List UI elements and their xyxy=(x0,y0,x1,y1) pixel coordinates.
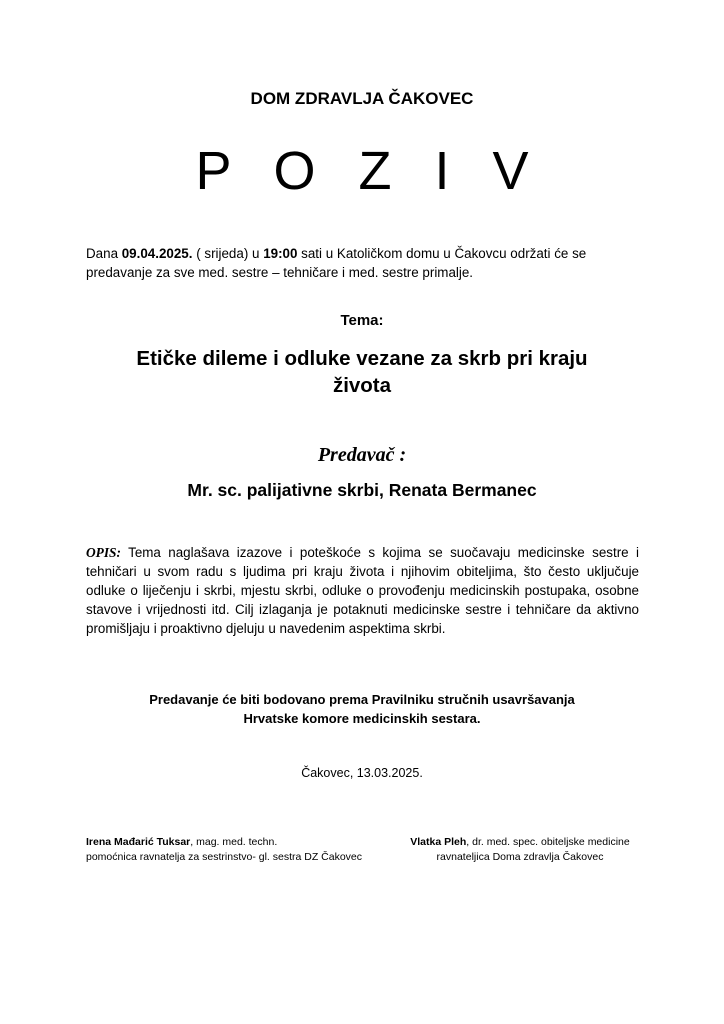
signature-left-line-1 xyxy=(86,835,362,850)
accreditation-line-2: Hrvatske komore medicinskih sestara. xyxy=(243,711,481,726)
speaker-name: Mr. sc. palijativne skrbi, Renata Bermanec xyxy=(187,480,537,500)
signature-right-role: ravnateljica Doma zdravlja Čakovec xyxy=(436,851,604,863)
accreditation-note xyxy=(0,690,724,728)
organization-heading: DOM ZDRAVLJA ČAKOVEC xyxy=(250,89,474,108)
description-text: Tema naglašava izazove i poteškoće s kojima se suočavaju medicinske sestre i tehničari u svom radu s ljudima pri kraju života i njihovim obiteljima, što često uključuje odluke o liječenju i skrbi, mjestu skrbi, odluke o provođenju medicinskih postupaka, osobne stavove i vrijednosti itd. Cilj izlaganja je potaknuti medicinske sestre i tehničare da aktivno promišljaju i proaktivno djeluju u navedenim aspektima skrbi. xyxy=(86,545,639,636)
topic-line-1: Etičke dileme i odluke vezane za skrb pri kraju xyxy=(136,347,588,370)
place-date: Čakovec, 13.03.2025. xyxy=(301,766,423,780)
signature-right-title: , dr. med. spec. obiteljske medicine xyxy=(466,836,630,848)
speaker-label: Predavač : xyxy=(317,444,407,466)
signature-right-line-1 xyxy=(400,835,640,850)
topic-title xyxy=(0,345,724,399)
intro-text-1: Dana xyxy=(86,246,122,261)
event-time: 19:00 xyxy=(263,246,298,261)
signature-left-role: pomoćnica ravnatelja za sestrinstvo- gl. sestra DZ Čakovec xyxy=(86,851,363,863)
intro-text-3: sati u Katoličkom domu u Čakovcu održati će se predavanje za sve med. sestre – tehničare i med. sestre primalje. xyxy=(86,246,587,280)
signature-right xyxy=(400,835,640,865)
signature-right-name: Vlatka Pleh xyxy=(410,836,467,848)
accreditation-line-1: Predavanje će biti bodovano prema Pravilniku stručnih usavršavanja xyxy=(149,692,575,707)
document-title: P O Z I V xyxy=(195,141,543,201)
topic-label: Tema: xyxy=(340,312,384,329)
intro-text-2: ( srijeda) u xyxy=(192,246,264,261)
description-label: OPIS: xyxy=(86,545,121,560)
signature-left-name: Irena Mađarić Tuksar xyxy=(86,836,191,848)
description-paragraph xyxy=(86,543,639,638)
topic-line-2: života xyxy=(332,374,392,397)
intro-paragraph xyxy=(86,244,646,282)
signature-left-title: , mag. med. techn. xyxy=(190,836,278,848)
event-date: 09.04.2025. xyxy=(121,246,193,261)
signature-left xyxy=(86,835,362,865)
